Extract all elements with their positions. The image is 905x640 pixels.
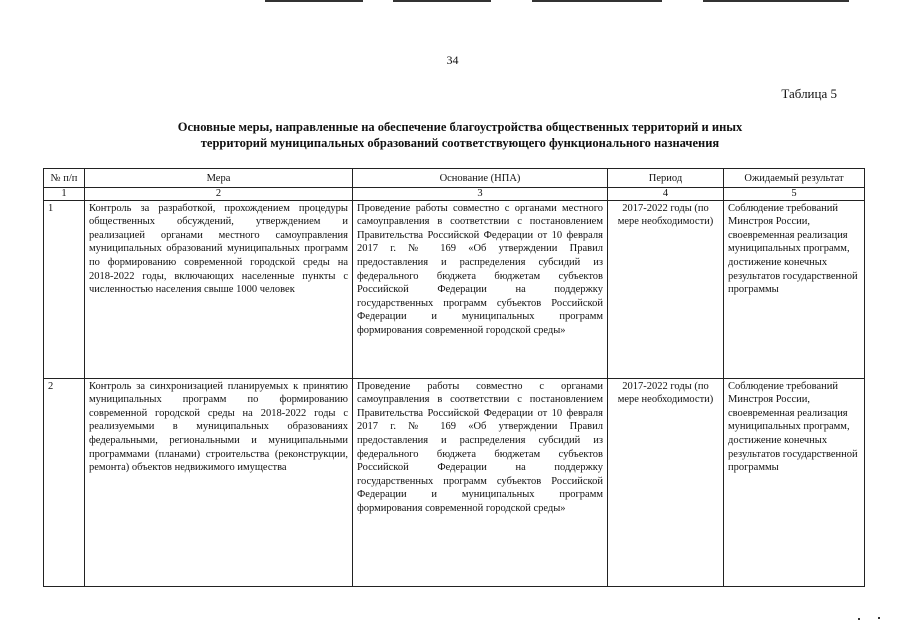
header-number: № п/п — [44, 169, 85, 188]
row-result: Соблюдение требований Минстроя России, своевременная реализация муниципальных программ, достижение конечных результатов государственной программы — [724, 200, 865, 378]
row-basis: Проведение работы совместно с органами самоуправления в соответствии с постановлением Правительства Российской Федерации от 10 февраля 2017 г. № 169 «Об утверждении Правил предоставления и распределения субсидий из федерального бюджета бюджетам субъектов Российской Федерации на поддержку государственных программ субъектов Российской Федерации и муниципальных программ формирования современной городской среды» — [353, 378, 608, 586]
row-period: 2017-2022 годы (по мере необходимости) — [608, 378, 724, 586]
scan-top-rule-1 — [265, 0, 363, 2]
scan-top-rule-3 — [532, 0, 662, 2]
header-period: Период — [608, 169, 724, 188]
header-measure: Мера — [85, 169, 353, 188]
page-number: 34 — [446, 53, 459, 67]
row-number: 1 — [44, 200, 85, 378]
row-number: 2 — [44, 378, 85, 586]
document-title — [60, 119, 860, 151]
scan-top-rule-2 — [393, 0, 491, 2]
scan-speck — [878, 617, 880, 619]
table-label: Таблица 5 — [781, 86, 837, 101]
column-index: 1 — [44, 187, 85, 200]
column-index: 3 — [353, 187, 608, 200]
table-row — [44, 378, 865, 586]
column-index: 4 — [608, 187, 724, 200]
row-measure: Контроль за разработкой, прохождением процедуры общественных обсуждений, утверждением и реализацией органами местного самоуправления муниципальных образований муниципальных программ по формированию современной городской среды на 2018-2022 годы, включающих населенные пункты с численностью населения свыше 1000 человек — [85, 200, 353, 378]
row-period: 2017-2022 годы (по мере необходимости) — [608, 200, 724, 378]
row-measure: Контроль за синхронизацией планируемых к принятию муниципальных программ по формированию современной городской среды на 2018-2022 годы с реализуемыми в муниципальных образованиях федеральными, региональными и муниципальными программами (планами) строительства (реконструкции, ремонта) объектов недвижимого имущества — [85, 378, 353, 586]
row-result: Соблюдение требований Минстроя России, своевременная реализация муниципальных программ, достижение конечных результатов государственной программы — [724, 378, 865, 586]
header-basis: Основание (НПА) — [353, 169, 608, 188]
title-line-2: территорий муниципальных образований соответствующего функционального назначения — [200, 136, 720, 150]
table-row — [44, 200, 865, 378]
scan-top-rule-4 — [703, 0, 849, 2]
column-index: 2 — [85, 187, 353, 200]
row-basis: Проведение работы совместно с органами местного самоуправления в соответствии с постановлением Правительства Российской Федерации от 10 февраля 2017 г. № 169 «Об утверждении Правил предоставления и распределения субсидий из федерального бюджета бюджетам субъектов Российской Федерации на поддержку государственных программ субъектов Российской Федерации и муниципальных программ формирования современной городской среды» — [353, 200, 608, 378]
title-line-1: Основные меры, направленные на обеспечение благоустройства общественных территорий и иных — [177, 120, 743, 134]
column-index-row — [44, 187, 865, 200]
column-index: 5 — [724, 187, 865, 200]
header-result: Ожидаемый результат — [724, 169, 865, 188]
measures-table — [43, 168, 865, 587]
scan-speck — [858, 618, 860, 620]
table-header-row — [44, 169, 865, 188]
